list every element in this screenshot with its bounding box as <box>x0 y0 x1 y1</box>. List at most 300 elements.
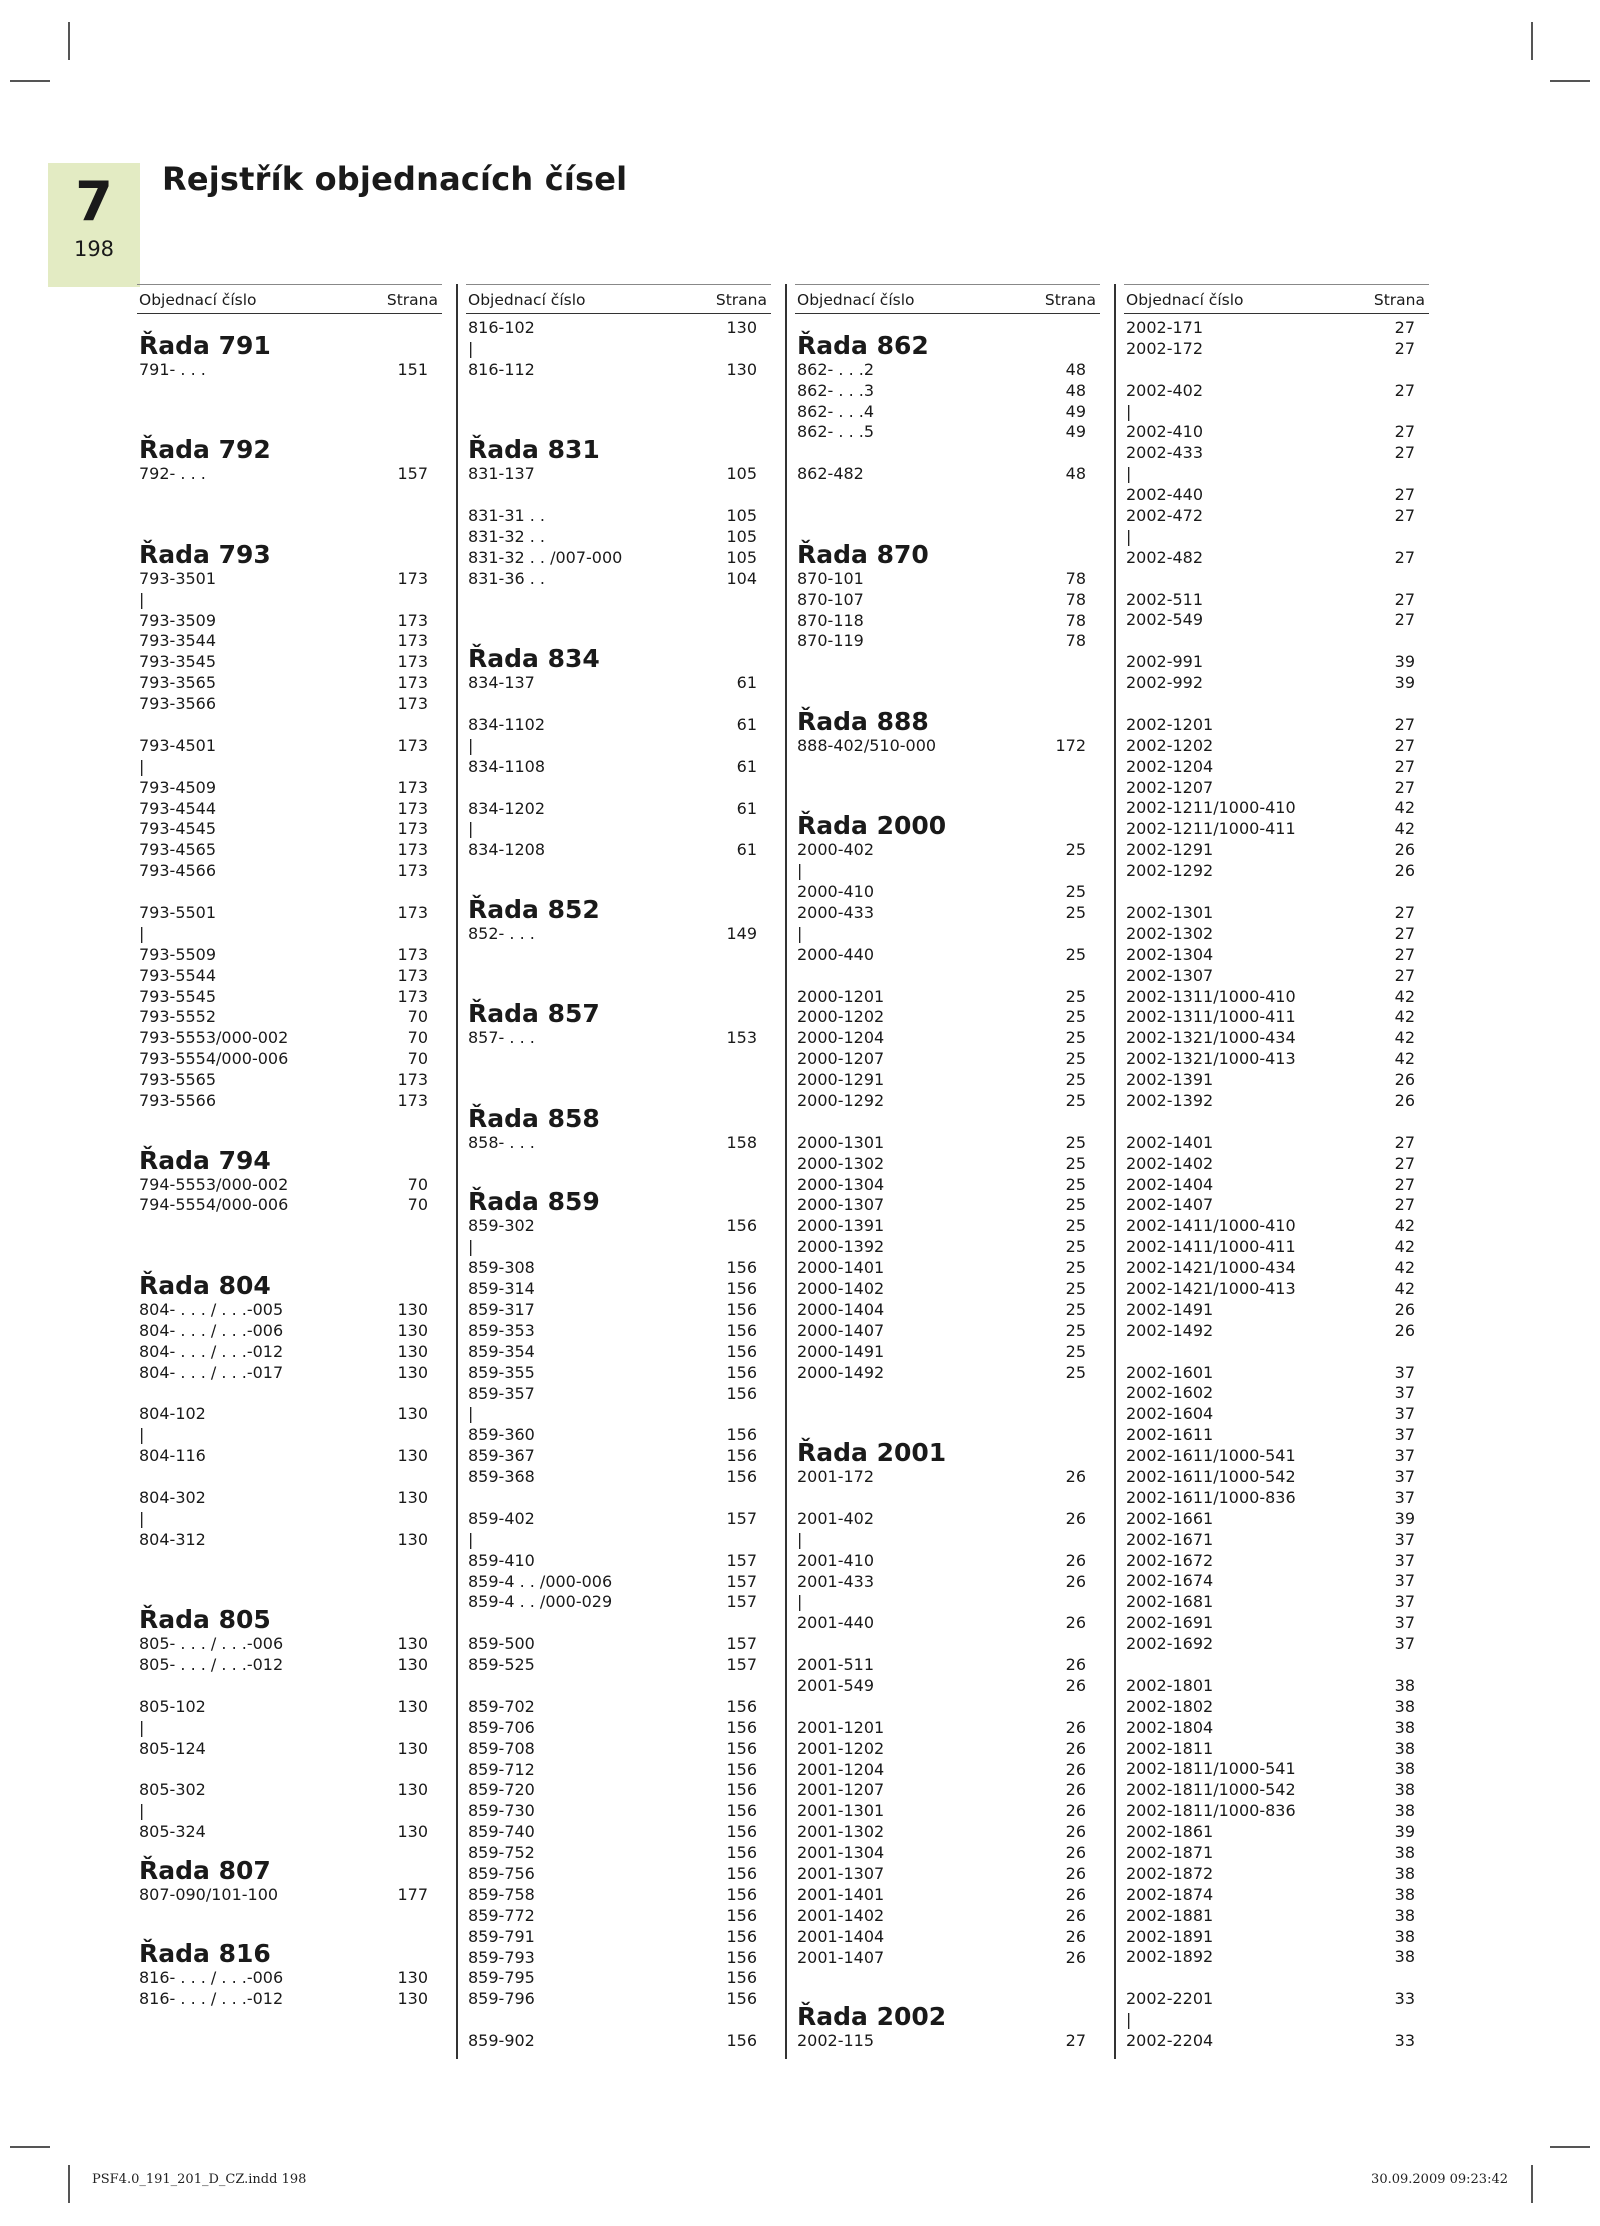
spacer <box>795 1634 1100 1655</box>
order-number: 793-5501 <box>139 902 217 922</box>
order-number: 859-317 <box>468 1299 535 1319</box>
page-reference: 26 <box>1394 861 1415 881</box>
index-entry <box>466 1864 771 1885</box>
page-reference: 78 <box>1065 631 1086 651</box>
index-entry <box>137 1007 442 1028</box>
page-reference: 157 <box>726 1508 757 1528</box>
index-entry <box>795 1258 1100 1279</box>
index-entry <box>795 1342 1100 1363</box>
series-heading-label: Řada 857 <box>468 999 600 1029</box>
order-number: 793-4544 <box>139 798 217 818</box>
order-number: 2002-1861 <box>1126 1822 1214 1842</box>
order-number: 862- . . .4 <box>797 401 875 421</box>
page-reference: 37 <box>1394 1362 1415 1382</box>
index-entry <box>466 506 771 527</box>
column-body <box>137 318 442 2010</box>
page-reference: 173 <box>397 902 428 922</box>
series-heading-label: Řada 2001 <box>797 1438 947 1468</box>
page-reference: 25 <box>1065 1299 1086 1319</box>
index-entry <box>466 2031 771 2052</box>
index-entry <box>1124 1801 1429 1822</box>
page-reference: 37 <box>1394 1550 1415 1570</box>
index-entry <box>1124 945 1429 966</box>
column-header-page: Strana <box>1373 291 1425 309</box>
order-number: 2002-410 <box>1126 422 1204 442</box>
index-entry <box>137 945 442 966</box>
index-entry <box>795 987 1100 1008</box>
order-number: 834-137 <box>468 673 535 693</box>
order-number: 793-3501 <box>139 568 217 588</box>
index-entry <box>1124 1947 1429 1968</box>
spacer <box>795 443 1100 464</box>
page-reference: 156 <box>726 1759 757 1779</box>
order-number: 2002-1691 <box>1126 1613 1214 1633</box>
index-entry <box>1124 1154 1429 1175</box>
page-reference: 173 <box>397 819 428 839</box>
series-heading-label: Řada 852 <box>468 894 600 924</box>
order-number: 2002-1801 <box>1126 1675 1214 1695</box>
crop-mark <box>1531 22 1533 60</box>
index-entry <box>466 360 771 381</box>
index-entry <box>1124 1530 1429 1551</box>
page-reference: 130 <box>397 1738 428 1758</box>
crop-mark <box>1531 2165 1533 2203</box>
order-number: 2000-410 <box>797 882 875 902</box>
index-entry <box>1124 1425 1429 1446</box>
order-number: 2001-440 <box>797 1613 875 1633</box>
page-reference: 27 <box>1394 1195 1415 1215</box>
page-reference: 25 <box>1065 903 1086 922</box>
order-number: 2000-1304 <box>797 1174 885 1194</box>
page-reference: 38 <box>1394 1926 1415 1946</box>
order-number: 2002-991 <box>1126 652 1204 672</box>
series-heading <box>795 799 1100 841</box>
page-reference: 38 <box>1394 1947 1415 1967</box>
series-heading-label: Řada 2002 <box>797 2002 947 2032</box>
order-number: 805-302 <box>139 1780 206 1800</box>
column-header-page: Strana <box>386 291 438 309</box>
order-number: | <box>468 1237 474 1257</box>
index-entry <box>137 778 442 799</box>
order-number: 2001-433 <box>797 1571 875 1591</box>
index-entry <box>466 1425 771 1446</box>
index-entry <box>1124 527 1429 548</box>
index-entry <box>137 1175 442 1196</box>
order-number: 805-124 <box>139 1738 206 1758</box>
series-heading-label: Řada 794 <box>139 1145 271 1175</box>
page-reference: 37 <box>1394 1383 1415 1403</box>
index-entry <box>137 1718 442 1739</box>
index-entry <box>137 1801 442 1822</box>
index-entry <box>137 631 442 652</box>
order-number: 791- . . . <box>139 359 206 379</box>
index-entry <box>466 1885 771 1906</box>
page-reference: 27 <box>1394 547 1415 567</box>
page-reference: 37 <box>1394 1592 1415 1612</box>
index-entry <box>1124 1007 1429 1028</box>
order-number: 816- . . . / . . .-006 <box>139 1968 284 1988</box>
column-header-number: Objednací číslo <box>797 291 915 309</box>
index-entry <box>795 1070 1100 1091</box>
series-heading <box>795 694 1100 736</box>
page-reference: 26 <box>1065 1467 1086 1487</box>
order-number: 2000-1491 <box>797 1341 885 1361</box>
page-reference: 27 <box>1394 1132 1415 1152</box>
index-entry <box>466 1822 771 1843</box>
index-entry <box>795 1363 1100 1384</box>
index-entry <box>466 1697 771 1718</box>
order-number: 793-3544 <box>139 631 217 651</box>
page-reference: 130 <box>397 1655 428 1675</box>
order-number: 2002-472 <box>1126 506 1204 526</box>
order-number: 859-360 <box>468 1425 535 1445</box>
index-entry <box>1124 1237 1429 1258</box>
index-entry <box>1124 402 1429 423</box>
page-reference: 26 <box>1065 1571 1086 1591</box>
series-heading-label: Řada 807 <box>139 1855 271 1885</box>
index-entry <box>1124 1488 1429 1509</box>
order-number: 2002-1291 <box>1126 840 1214 860</box>
crop-mark <box>1550 80 1590 82</box>
spacer <box>466 610 771 631</box>
column-body <box>466 318 771 2052</box>
page-reference: 27 <box>1394 735 1415 755</box>
order-number: 870-118 <box>797 610 864 630</box>
page-reference: 27 <box>1394 506 1415 526</box>
page-reference: 61 <box>736 840 757 860</box>
order-number: 2001-1202 <box>797 1738 885 1758</box>
page-reference: 39 <box>1394 1508 1415 1528</box>
index-entry <box>466 1989 771 2010</box>
order-number: 804- . . . / . . .-017 <box>139 1362 284 1382</box>
order-number: 2000-1401 <box>797 1258 885 1278</box>
order-number: 793-4501 <box>139 735 217 755</box>
order-number: 2002-1892 <box>1126 1947 1214 1967</box>
page-reference: 27 <box>1394 1174 1415 1194</box>
order-number: | <box>139 756 145 776</box>
page-reference: 26 <box>1065 1863 1086 1883</box>
order-number: 857- . . . <box>468 1028 535 1048</box>
spacer <box>466 966 771 987</box>
order-number: 2001-1402 <box>797 1905 885 1925</box>
order-number: 2000-1307 <box>797 1195 885 1215</box>
footer-file-info: PSF4.0_191_201_D_CZ.indd 198 <box>92 2172 307 2187</box>
order-number: 2002-402 <box>1126 380 1204 400</box>
order-number: | <box>1126 401 1132 421</box>
order-number: 2001-1204 <box>797 1759 885 1779</box>
index-entry <box>795 903 1100 924</box>
index-entry <box>137 590 442 611</box>
series-heading-label: Řada 831 <box>468 435 600 465</box>
page-reference: 25 <box>1065 1132 1086 1152</box>
index-entry <box>795 631 1100 652</box>
spacer <box>466 1613 771 1634</box>
page-reference: 26 <box>1065 1947 1086 1967</box>
order-number: 2002-1611/1000-542 <box>1126 1466 1296 1486</box>
index-entry <box>466 1133 771 1154</box>
index-entry <box>1124 1634 1429 1655</box>
page-reference: 25 <box>1065 840 1086 860</box>
order-number: 2000-433 <box>797 903 875 922</box>
page-reference: 173 <box>397 986 428 1006</box>
page-reference: 49 <box>1065 401 1086 421</box>
order-number: 2002-1672 <box>1126 1550 1214 1570</box>
page-reference: 173 <box>397 673 428 693</box>
index-entry <box>466 715 771 736</box>
order-number: 859-525 <box>468 1655 535 1675</box>
page-reference: 157 <box>726 1550 757 1570</box>
order-number: 834-1102 <box>468 714 546 734</box>
spacer <box>466 1049 771 1070</box>
index-entry <box>137 1655 442 1676</box>
order-number: 2002-1611 <box>1126 1425 1214 1445</box>
index-entry <box>795 1530 1100 1551</box>
order-number: 2002-1304 <box>1126 944 1214 964</box>
order-number: 2002-2204 <box>1126 2031 1214 2051</box>
page-reference: 105 <box>726 506 757 526</box>
order-number: 2000-1291 <box>797 1070 885 1090</box>
page-reference: 25 <box>1065 1195 1086 1215</box>
index-entry <box>1124 1070 1429 1091</box>
index-entry <box>1124 1195 1429 1216</box>
spacer <box>137 1467 442 1488</box>
page-reference: 26 <box>1394 1320 1415 1340</box>
order-number: 2002-1692 <box>1126 1634 1214 1654</box>
series-heading <box>795 1425 1100 1467</box>
index-entry <box>466 1968 771 1989</box>
page-reference: 26 <box>1065 1780 1086 1800</box>
index-entry <box>795 1760 1100 1781</box>
page-reference: 25 <box>1065 1362 1086 1382</box>
order-number: 2002-1301 <box>1126 902 1214 922</box>
spacer <box>466 1488 771 1509</box>
order-number: 870-119 <box>797 631 864 651</box>
order-number: 2001-549 <box>797 1675 875 1695</box>
index-entry <box>1124 339 1429 360</box>
index-entry <box>137 1530 442 1551</box>
order-number: 2002-440 <box>1126 485 1204 505</box>
spacer <box>795 673 1100 694</box>
page-reference: 26 <box>1394 1090 1415 1110</box>
index-entry <box>466 1279 771 1300</box>
page-reference: 26 <box>1394 1299 1415 1319</box>
index-entry <box>795 1676 1100 1697</box>
index-entry <box>466 673 771 694</box>
index-entry <box>137 360 442 381</box>
spacer <box>1124 569 1429 590</box>
order-number: 793-5565 <box>139 1070 217 1090</box>
page-reference: 26 <box>1065 1738 1086 1758</box>
series-heading-label: Řada 805 <box>139 1605 271 1635</box>
index-entry <box>1124 1613 1429 1634</box>
page-reference: 27 <box>1394 923 1415 943</box>
order-number: 2002-1311/1000-410 <box>1126 986 1296 1006</box>
order-number: 804-302 <box>139 1487 206 1507</box>
order-number: 793-4566 <box>139 861 217 881</box>
spacer <box>137 1216 442 1237</box>
index-entry <box>795 736 1100 757</box>
index-entry <box>1124 548 1429 569</box>
index-entry <box>1124 1927 1429 1948</box>
page-reference: 25 <box>1065 882 1086 902</box>
column-header <box>466 284 771 314</box>
order-number: 805- . . . / . . .-006 <box>139 1634 284 1654</box>
page-reference: 130 <box>397 1299 428 1319</box>
page-reference: 27 <box>1394 422 1415 442</box>
page-reference: 156 <box>726 1320 757 1340</box>
page-reference: 70 <box>407 1049 428 1069</box>
page-reference: 26 <box>1065 1843 1086 1863</box>
spacer <box>795 1404 1100 1425</box>
page-reference: 38 <box>1394 1738 1415 1758</box>
order-number: 793-4545 <box>139 819 217 839</box>
index-entry <box>1124 1822 1429 1843</box>
page-reference: 39 <box>1394 1822 1415 1842</box>
order-number: 805- . . . / . . .-012 <box>139 1655 284 1675</box>
index-entry <box>795 1216 1100 1237</box>
index-entry <box>795 840 1100 861</box>
index-entry <box>795 1864 1100 1885</box>
page-reference: 105 <box>726 547 757 567</box>
order-number: 2002-1202 <box>1126 735 1214 755</box>
index-entry <box>466 464 771 485</box>
index-entry <box>1124 798 1429 819</box>
index-entry <box>1124 1885 1429 1906</box>
page-reference: 25 <box>1065 1070 1086 1090</box>
order-number: 793-5545 <box>139 986 217 1006</box>
page-reference: 37 <box>1394 1634 1415 1654</box>
order-number: | <box>139 589 145 609</box>
index-entry <box>137 1425 442 1446</box>
index-entry <box>137 1028 442 1049</box>
order-number: 2002-1321/1000-413 <box>1126 1049 1296 1069</box>
index-entry <box>137 1989 442 2010</box>
index-column-4 <box>1124 284 1429 2052</box>
page-reference: 61 <box>736 714 757 734</box>
index-entry <box>795 402 1100 423</box>
page-reference: 173 <box>397 1091 428 1110</box>
page-reference: 151 <box>397 359 428 379</box>
order-number: 2002-511 <box>1126 589 1204 609</box>
index-entry <box>137 673 442 694</box>
series-heading <box>795 527 1100 569</box>
order-number: 859-730 <box>468 1801 535 1821</box>
column-divider <box>1114 284 1116 2059</box>
index-entry <box>137 966 442 987</box>
index-entry <box>466 1718 771 1739</box>
column-header <box>137 284 442 314</box>
spacer <box>795 757 1100 778</box>
page-reference: 157 <box>726 1655 757 1675</box>
page-reference: 130 <box>397 1404 428 1424</box>
order-number: 2002-1611/1000-836 <box>1126 1487 1296 1507</box>
index-entry <box>795 611 1100 632</box>
column-header-page: Strana <box>715 291 767 309</box>
page-reference: 48 <box>1065 359 1086 379</box>
index-entry <box>137 652 442 673</box>
order-number: 2001-511 <box>797 1655 875 1675</box>
index-entry <box>466 1780 771 1801</box>
order-number: 831-137 <box>468 464 535 484</box>
order-number: | <box>797 861 803 881</box>
order-number: 888-402/510-000 <box>797 735 937 755</box>
page-reference: 173 <box>397 965 428 985</box>
order-number: 2002-1421/1000-434 <box>1126 1258 1296 1278</box>
page-reference: 38 <box>1394 1843 1415 1863</box>
spacer <box>466 485 771 506</box>
page-reference: 156 <box>726 1341 757 1361</box>
index-entry <box>1124 736 1429 757</box>
index-entry <box>1124 1739 1429 1760</box>
order-number: 805-324 <box>139 1822 206 1842</box>
index-entry <box>466 799 771 820</box>
order-number: 2002-1811 <box>1126 1738 1214 1758</box>
index-entry <box>1124 1864 1429 1885</box>
index-entry <box>466 1258 771 1279</box>
page-reference: 130 <box>397 1341 428 1361</box>
order-number: 862- . . .2 <box>797 359 875 379</box>
index-column-2 <box>466 284 771 2052</box>
index-entry <box>137 924 442 945</box>
order-number: 2002-1211/1000-410 <box>1126 798 1296 818</box>
page-reference: 26 <box>1065 1905 1086 1925</box>
page-reference: 156 <box>726 1905 757 1925</box>
index-entry <box>1124 1028 1429 1049</box>
index-entry <box>137 1070 442 1091</box>
page-reference: 38 <box>1394 1884 1415 1904</box>
order-number: 870-107 <box>797 589 864 609</box>
index-entry <box>137 1300 442 1321</box>
order-number: 859-500 <box>468 1634 535 1654</box>
page-reference: 27 <box>1394 902 1415 922</box>
spacer <box>1124 1342 1429 1363</box>
index-entry <box>795 924 1100 945</box>
series-heading-label: Řada 834 <box>468 644 600 674</box>
order-number: 2002-549 <box>1126 610 1204 630</box>
order-number: 859-902 <box>468 2031 535 2051</box>
spacer <box>795 652 1100 673</box>
series-heading-label: Řada 816 <box>139 1939 271 1969</box>
order-number: 2002-1811/1000-541 <box>1126 1759 1296 1779</box>
order-number: 2002-1874 <box>1126 1884 1214 1904</box>
page-reference: 37 <box>1394 1613 1415 1633</box>
page-reference: 27 <box>1394 944 1415 964</box>
index-entry <box>795 1613 1100 1634</box>
page-reference: 130 <box>397 1822 428 1842</box>
page-reference: 156 <box>726 1383 757 1403</box>
page-reference: 25 <box>1065 1007 1086 1027</box>
index-entry <box>466 924 771 945</box>
order-number: 2002-1811/1000-542 <box>1126 1780 1296 1800</box>
page-reference: 173 <box>397 798 428 818</box>
index-entry <box>795 1195 1100 1216</box>
spacer <box>795 1968 1100 1989</box>
index-entry <box>137 819 442 840</box>
page-reference: 172 <box>1055 735 1086 755</box>
order-number: 859-791 <box>468 1926 535 1946</box>
order-number: 862- . . .3 <box>797 380 875 400</box>
page-reference: 156 <box>726 1738 757 1758</box>
order-number: 816- . . . / . . .-012 <box>139 1989 284 2009</box>
index-entry <box>1124 1321 1429 1342</box>
index-entry <box>137 569 442 590</box>
order-number: 831-31 . . <box>468 506 546 526</box>
index-entry <box>466 1028 771 1049</box>
index-entry <box>1124 1258 1429 1279</box>
order-number: | <box>468 1529 474 1549</box>
index-entry <box>466 1530 771 1551</box>
order-number: 816-112 <box>468 359 535 379</box>
